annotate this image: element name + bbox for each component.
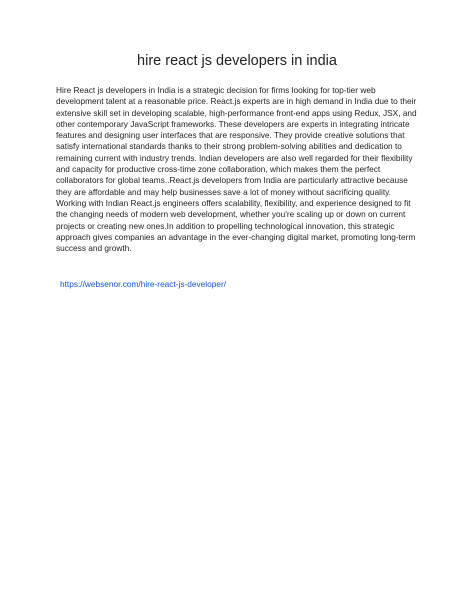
websenor-link[interactable]: https://websenor.com/hire-react-js-developer/ [60,279,227,289]
document-body-paragraph: Hire React js developers in India is a strategic decision for firms looking for top-tier web development talent at a reasonable price. React.js experts are in high demand in India due to their extensive skill set in developing scalable, high-performance front-end apps using Redux, JSX, and other contemporary JavaScript frameworks. These developers are experts in integrating intricate features and designing user interfaces that are responsive. They provide creative solutions that satisfy international standards thanks to their strong problem-solving abilities and dedication to remaining current with industry trends. Indian developers are also well regarded for their flexibility and capacity for productive cross-time zone collaboration, which makes them the perfect collaborators for global teams..React.js developers from India are particularly attractive because they are affordable and may help businesses save a lot of money without sacrificing quality. Working with Indian React.js engineers offers scalability, flexibility, and experience designed to fit the changing needs of modern web development, whether you're scaling up or down on current projects or creating new ones.In addition to propelling technological innovation, this strategic approach gives companies an advantage in the ever-changing digital market, promoting long-term success and growth. [56,85,417,254]
document-title: hire react js developers in india [137,53,337,69]
